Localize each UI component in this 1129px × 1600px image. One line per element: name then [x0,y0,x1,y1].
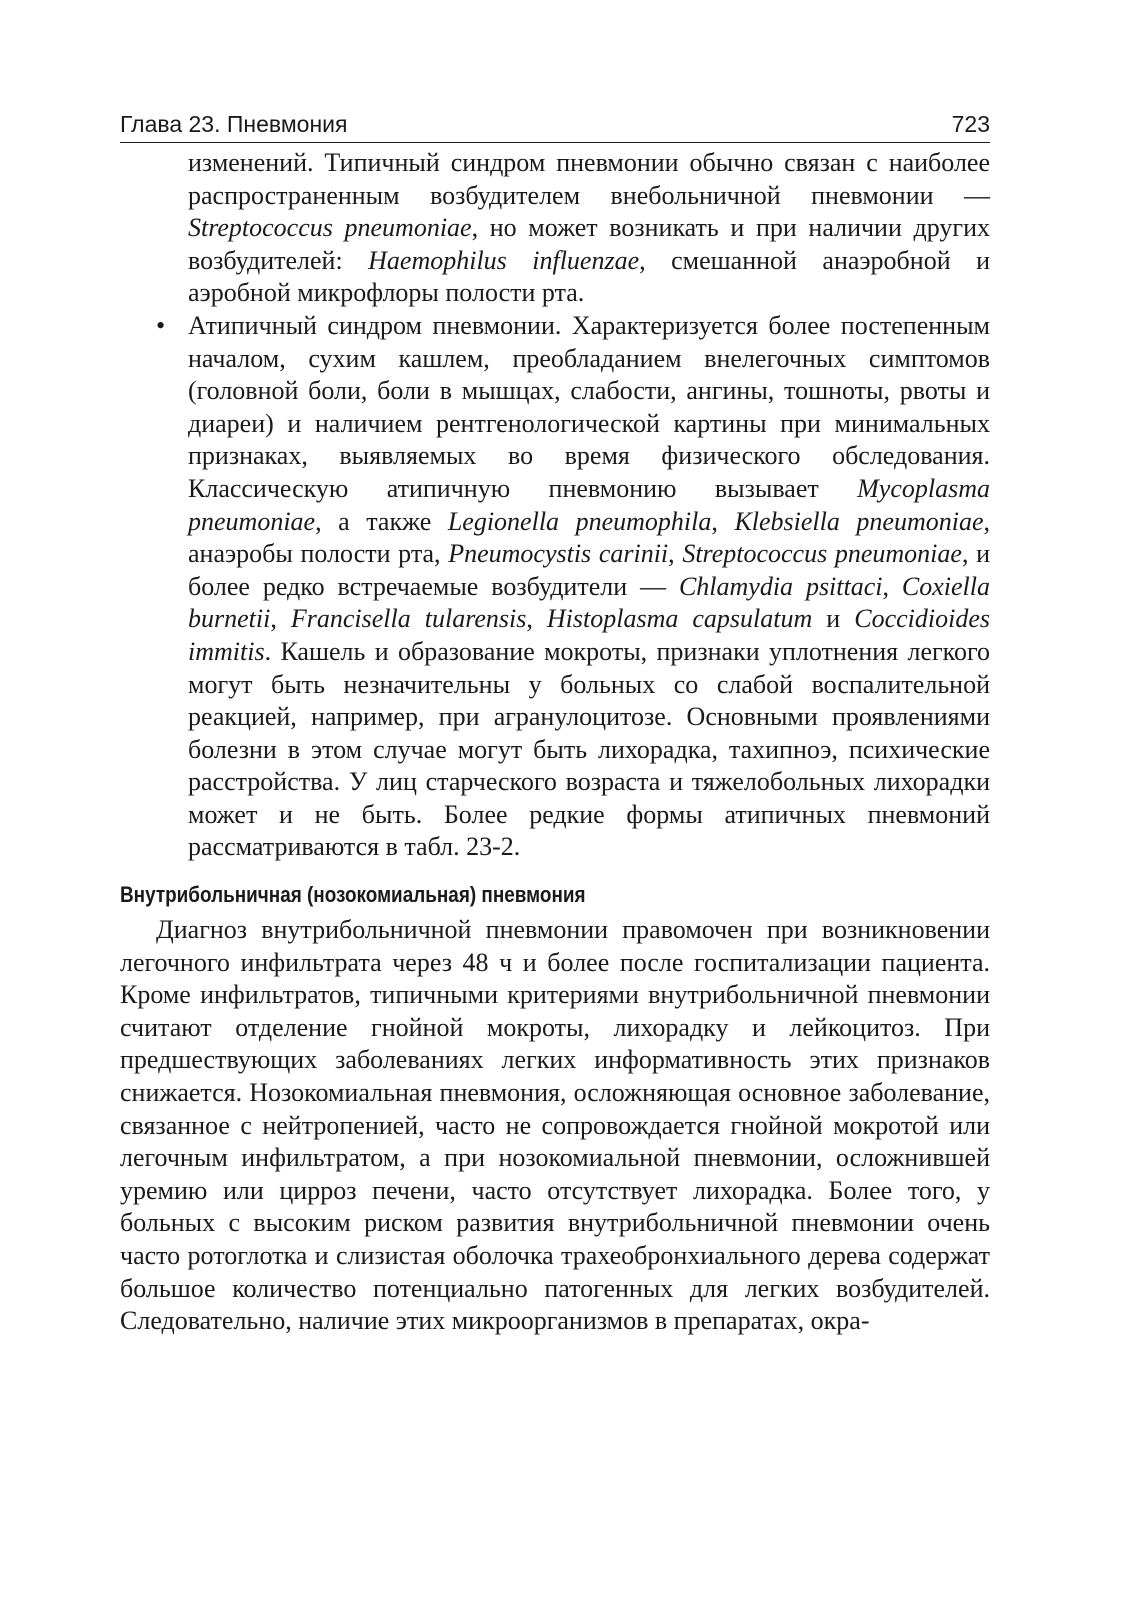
text-run: , смешанной анаэробной и аэробной микрофлоры полости рта. [188,245,990,308]
page-number: 723 [951,111,990,137]
italic-term: Streptococcus pneumoniae [682,539,962,569]
text-run: . Кашель и образование мокроты, признаки уплотнения легкого могут быть незначительны у больных со слабой воспалительной реакцией, например, при агранулоцитозе. Основными проявлениями болезни в этом случае могут быть лихорадка, тахипноэ, психические расстройства. У лиц старческого возраста и тяжелобольных лихорадки может и не быть. Более редкие формы атипичных пневмоний рассматриваются в табл. 23-2. [188,636,990,862]
text-run: , но может возникать и при наличии других возбудителей: [188,213,990,275]
text-run: и [812,604,855,634]
text-run: , [668,539,683,569]
text-run: , [711,506,735,536]
text-run: изменений. Типичный синдром пневмонии обычно связан с наиболее распространенным возбудителем внебольничной пневмонии — [188,148,990,210]
bullet-item-atypical-syndrome [120,310,990,864]
italic-term: Haemophilus influenzae [368,245,640,275]
text-run: , [526,604,547,634]
text-run: Атипичный синдром пневмонии. Характеризуется более постепенным началом, сухим кашлем, преобладанием внелегочных симптомов (головной боли, боли в мышцах, слабости, ангины, тошноты, рвоты и диареи) и наличием рентгенологической картины при минимальных признаках, выявляемых во время физического обследования. Классическую атипичную пневмонию вызывает [188,310,990,503]
italic-term: Coccidioides immitis [188,604,991,666]
italic-term: Streptococcus pneumoniae [188,213,472,243]
section-paragraph: Диагноз внутрибольничной пневмонии правомочен при возникновении легочного инфильтрата через 48 ч и более после госпитализации пациента. Кроме инфильтратов, типичными критериями внутрибольничной пневмонии считают отделение гнойной мокроты, лихорадку и лейкоцитоз. При предшествующих заболеваниях легких информативность этих признаков снижается. Нозокомиальная пневмония, осложняющая основное заболевание, связанное с нейтропенией, часто не сопровождается гнойной мокротой или легочным инфильтратом, а при нозокомиальной пневмонии, осложнившей уремию или цирроз печени, часто отсутствует лихорадка. Более того, у больных с высоким риском развития внутрибольничной пневмонии очень часто ротоглотка и слизистая оболочка трахеобронхиального дерева содержат большое количество потенциально патогенных для легких возбудителей. Следовательно, наличие этих микроорганизмов в препаратах, окра- [120,915,990,1336]
text-run: , [270,604,291,634]
italic-term: Francisella tularensis [290,604,527,634]
italic-term: Coxiella burnetii [188,571,990,634]
italic-term: Pneumocystis carinii [448,539,669,569]
text-run: , и более редко встречаемые возбудители — [188,539,991,601]
book-page [120,110,990,1338]
text-run: , анаэробы полости рта, [188,506,991,569]
bullet-icon: • [156,310,166,340]
running-header [120,110,990,143]
continuation-paragraph [120,147,990,310]
text-run: , [882,571,902,601]
chapter-title: Глава 23. Пневмония [120,111,348,137]
italic-term: Klebsiella pneumoniae [734,506,984,536]
text-run: , а также [315,506,448,536]
italic-term: Histoplasma capsulatum [546,604,813,634]
italic-term: Chlamydia psittaci [678,571,883,601]
italic-term: Legionella pneumophila [447,506,712,536]
italic-term: Mycoplasma pneumoniae [188,473,990,536]
section-heading: Внутрибольничная (нозокомиальная) пневмония [120,882,586,908]
